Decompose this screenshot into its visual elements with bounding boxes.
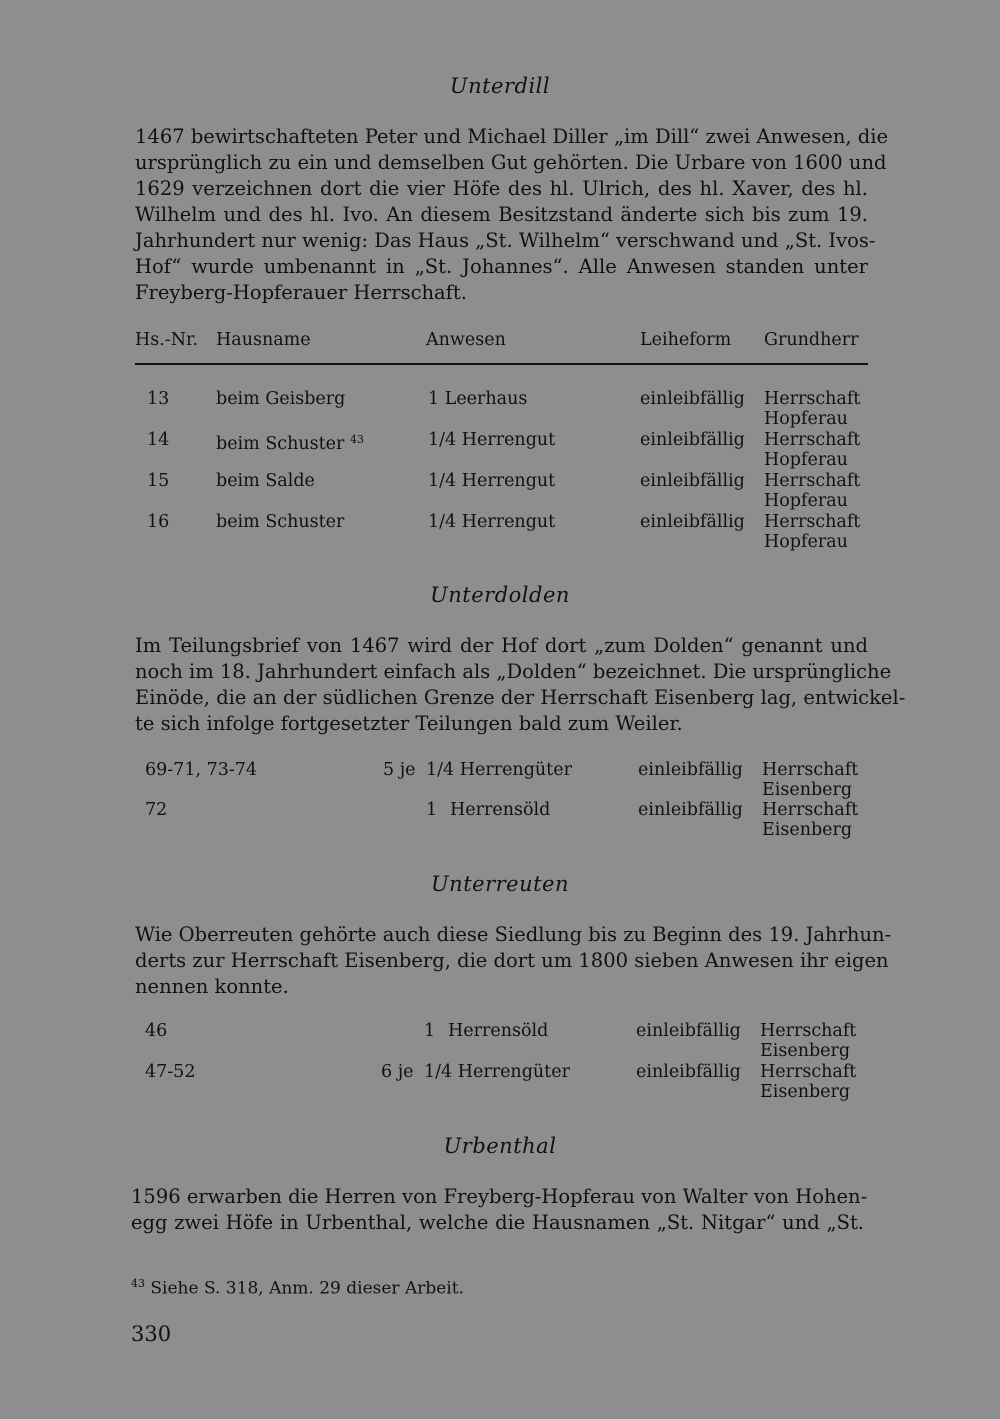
cell-nr: 47-52 — [145, 1062, 196, 1082]
cell-anwesen: 1/4 Herrengut — [428, 471, 556, 491]
cell-nr: 72 — [145, 800, 168, 820]
text-line: Jahrhundert nur wenig: Das Haus „St. Wilhelm“ verschwand und „St. Ivos- — [135, 229, 876, 252]
text-line: 1467 bewirtschafteten Peter und Michael Diller „im Dill“ zwei Anwesen, die — [135, 125, 889, 148]
text-line: ursprünglich zu ein und demselben Gut gehörten. Die Urbare von 1600 und — [135, 151, 887, 174]
footnote — [131, 1277, 464, 1299]
paragraph-unterdolden — [135, 633, 906, 737]
cell-leiheform: einleibfällig — [640, 512, 745, 532]
text-line: Wie Oberreuten gehörte auch diese Siedlung bis zu Beginn des 19. Jahrhun- — [135, 923, 892, 946]
cell-anwesen: 1/4 Herrengüter — [426, 760, 572, 780]
cell-count: 1 — [426, 800, 438, 820]
cell-grundherr: Herrschaft — [760, 1062, 857, 1082]
text-line: noch im 18. Jahrhundert einfach als „Dolden“ bezeichnet. Die ursprüngliche — [135, 660, 892, 683]
cell-grundherr: Herrschaft — [762, 800, 859, 820]
cell-nr: 46 — [145, 1021, 168, 1041]
text-line: Wilhelm und des hl. Ivo. An diesem Besitzstand änderte sich bis zum 19. — [135, 203, 868, 226]
cell-nr: 15 — [147, 471, 170, 491]
text-line: 1596 erwarben die Herren von Freyberg-Hopferau von Walter von Hohen- — [131, 1185, 868, 1208]
text-line: nennen konnte. — [135, 975, 289, 998]
section-heading-urbenthal: Urbenthal — [443, 1134, 557, 1158]
column-header-nr: Hs.-Nr. — [135, 330, 199, 350]
column-header-grundherr: Grundherr — [764, 330, 859, 350]
text-line: Im Teilungsbrief von 1467 wird der Hof dort „zum Dolden“ genannt und — [135, 634, 868, 657]
text-line: te sich infolge fortgesetzter Teilungen bald zum Weiler. — [135, 712, 683, 735]
cell-leiheform: einleibfällig — [640, 471, 745, 491]
cell-anwesen: 1 Leerhaus — [428, 389, 528, 409]
cell-anwesen: 1/4 Herrengüter — [424, 1062, 570, 1082]
footnote-text: Siehe S. 318, Anm. 29 dieser Arbeit. — [150, 1278, 464, 1299]
table-rule — [135, 363, 868, 365]
cell-grundherr-place: Eisenberg — [760, 1041, 851, 1061]
cell-anwesen: 1/4 Herrengut — [428, 430, 556, 450]
text-line: egg zwei Höfe in Urbenthal, welche die Hausnamen „St. Nitgar“ und „St. — [131, 1211, 864, 1234]
cell-grundherr-place: Eisenberg — [762, 780, 853, 800]
cell-nr: 16 — [147, 512, 170, 532]
footnote-reference: 43 — [349, 433, 364, 446]
text-line: Einöde, die an der südlichen Grenze der Herrschaft Eisenberg lag, entwickel- — [135, 686, 906, 709]
cell-grundherr-place: Hopferau — [764, 532, 848, 552]
section-heading-unterdill: Unterdill — [449, 74, 551, 98]
text-line: Hof“ wurde umbenannt in „St. Johannes“. Alle Anwesen standen unter — [135, 255, 868, 278]
cell-nr: 14 — [147, 430, 170, 450]
cell-hausname: beim Geisberg — [216, 389, 346, 409]
cell-anwesen: Herrensöld — [448, 1021, 549, 1041]
paragraph-unterreuten — [135, 922, 892, 1000]
cell-count: 1 — [424, 1021, 436, 1041]
cell-leiheform: einleibfällig — [640, 430, 745, 450]
cell-nr: 13 — [147, 389, 170, 409]
cell-leiheform: einleibfällig — [638, 800, 743, 820]
cell-hausname — [216, 430, 364, 454]
cell-leiheform: einleibfällig — [636, 1062, 741, 1082]
cell-hausname-text: beim Schuster — [216, 434, 345, 454]
cell-grundherr: Herrschaft — [764, 471, 861, 491]
cell-grundherr-place: Hopferau — [764, 409, 848, 429]
cell-hausname: beim Salde — [216, 471, 315, 491]
cell-leiheform: einleibfällig — [638, 760, 743, 780]
cell-leiheform: einleibfällig — [640, 389, 745, 409]
cell-grundherr: Herrschaft — [764, 512, 861, 532]
cell-grundherr-place: Eisenberg — [760, 1082, 851, 1102]
cell-anwesen: Herrensöld — [450, 800, 551, 820]
page-number: 330 — [131, 1322, 172, 1346]
cell-anwesen: 1/4 Herrengut — [428, 512, 556, 532]
cell-grundherr: Herrschaft — [764, 389, 861, 409]
cell-grundherr: Herrschaft — [762, 760, 859, 780]
cell-grundherr-place: Eisenberg — [762, 820, 853, 840]
cell-count: 6 je — [381, 1062, 414, 1082]
paragraph-unterdill — [135, 124, 889, 306]
column-header-hausname: Hausname — [216, 330, 311, 350]
cell-grundherr: Herrschaft — [764, 430, 861, 450]
cell-count: 5 je — [383, 760, 416, 780]
text-line: Freyberg-Hopferauer Herrschaft. — [135, 281, 467, 304]
section-heading-unterreuten: Unterreuten — [430, 872, 569, 896]
footnote-mark: 43 — [131, 1277, 145, 1290]
section-heading-unterdolden: Unterdolden — [430, 583, 570, 607]
cell-hausname: beim Schuster — [216, 512, 345, 532]
text-line: 1629 verzeichnen dort die vier Höfe des hl. Ulrich, des hl. Xaver, des hl. — [135, 177, 868, 200]
cell-grundherr-place: Hopferau — [764, 450, 848, 470]
cell-nr: 69-71, 73-74 — [145, 760, 258, 780]
column-header-leiheform: Leiheform — [640, 330, 732, 350]
cell-grundherr-place: Hopferau — [764, 491, 848, 511]
text-line: derts zur Herrschaft Eisenberg, die dort um 1800 sieben Anwesen ihr eigen — [135, 949, 889, 972]
paragraph-urbenthal — [131, 1184, 868, 1236]
cell-leiheform: einleibfällig — [636, 1021, 741, 1041]
cell-grundherr: Herrschaft — [760, 1021, 857, 1041]
column-header-anwesen: Anwesen — [426, 330, 506, 350]
